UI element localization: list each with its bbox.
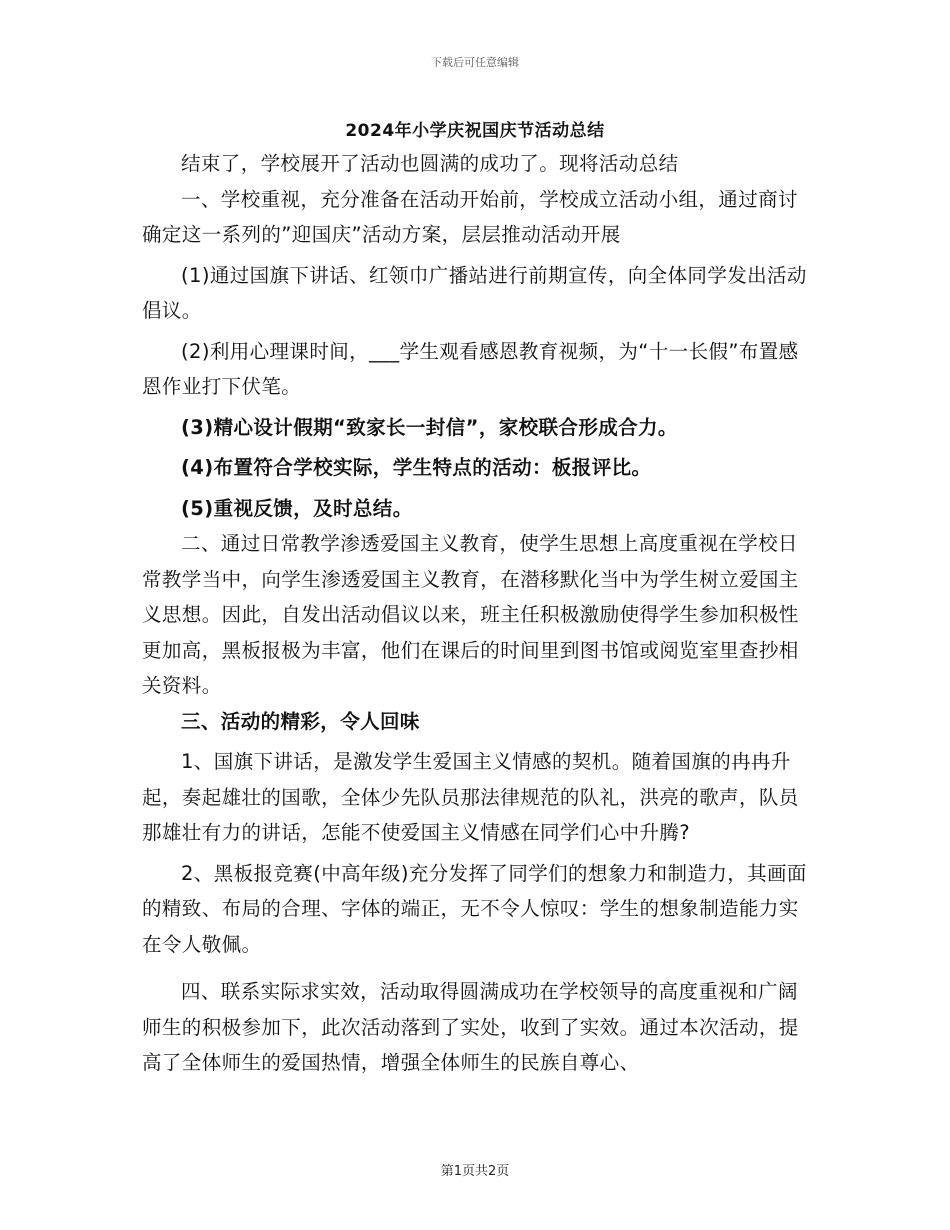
paragraph-section-3-heading: 三、活动的精彩，令人回味: [181, 709, 420, 733]
paragraph-section-4: 四、联系实际求实效，活动取得圆满成功在学校领导的高度重视和广阔师生的积极参加下，此次活动落到了实处，收到了实效。通过本次活动，提高了全体师生的爱国热情，增强全体师生的民族自尊心、: [142, 980, 799, 1074]
paragraph-item-1: (1)通过国旗下讲话、红领巾广播站进行前期宣传，向全体同学发出活动倡议。: [142, 263, 807, 322]
paragraph-section-3-item-1: 1、国旗下讲话，是激发学生爱国主义情感的契机。随着国旗的冉冉升起，奏起雄壮的国歌，全体少先队员那法律规范的队礼，洪亮的歌声，队员那雄壮有力的讲话，怎能不使爱国主义情感在同学们心中升腾?: [142, 750, 799, 844]
paragraph-section-3-item-2: 2、黑板报竞赛(中高年级)充分发挥了同学们的想象力和制造力，其画面的精致、布局的合理、字体的端正，无不令人惊叹：学生的想象制造能力实在令人敬佩。: [142, 861, 807, 956]
paragraph-section-2: 二、通过日常教学渗透爱国主义教育，使学生思想上高度重视在学校日常教学当中，向学生渗透爱国主义教育，在潜移默化当中为学生树立爱国主义思想。因此，自发出活动倡议以来，班主任积极激励使得学生参加积极性更加高，黑板报极为丰富，他们在课后的时间里到图书馆或阅览室里查抄相关资料。: [142, 532, 799, 697]
document-title: 2024年小学庆祝国庆节活动总结: [345, 121, 605, 141]
paragraph-intro: 结束了，学校展开了活动也圆满的成功了。现将活动总结: [181, 152, 679, 175]
paragraph-item-4: (4)布置符合学校实际，学生特点的活动：板报评比。: [181, 456, 652, 479]
page-number-footer: 第1页共2页: [440, 1164, 510, 1179]
paragraph-item-5: (5)重视反馈，及时总结。: [181, 496, 413, 520]
document-body: [142, 146, 810, 1081]
paragraph-item-2: (2)利用心理课时间，___学生观看感恩教育视频，为“十一长假”布置感恩作业打下伏笔。: [142, 339, 799, 398]
header-note: 下载后可任意编辑: [431, 56, 519, 69]
paragraph-section-1: 一、学校重视，充分准备在活动开始前，学校成立活动小组，通过商讨确定这一系列的”迎国庆”活动方案，层层推动活动开展: [142, 187, 798, 246]
paragraph-item-3: (3)精心设计假期“致家长一封信”，家校联合形成合力。: [181, 415, 678, 439]
